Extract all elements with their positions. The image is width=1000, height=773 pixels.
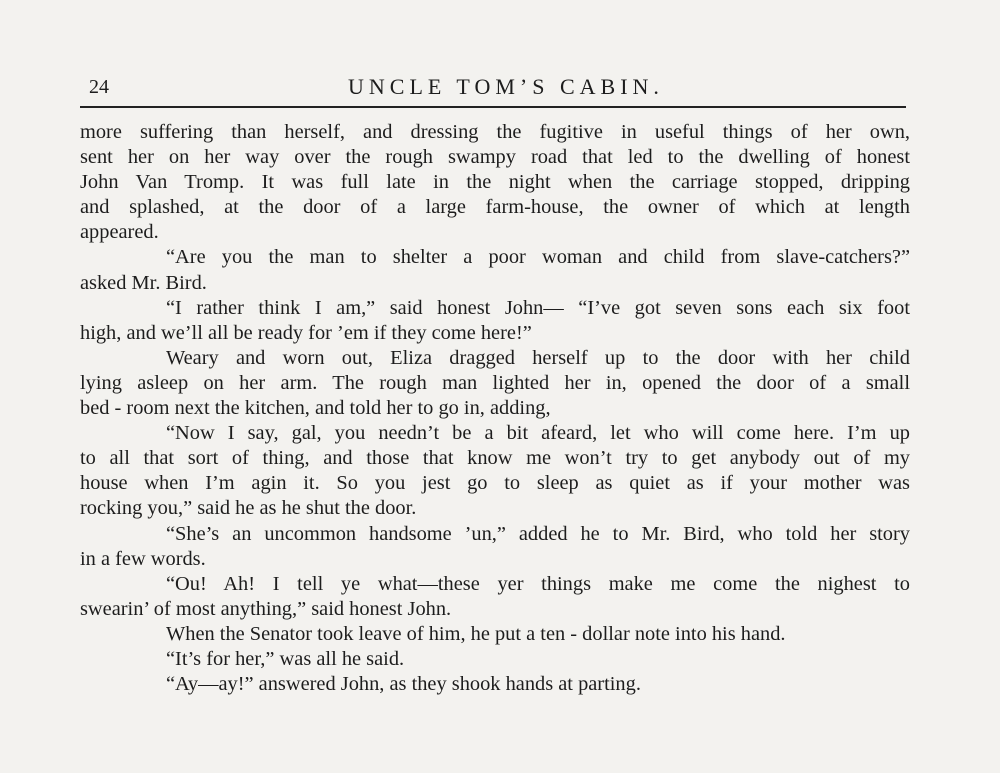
text-line: bed - room next the kitchen, and told her to go in, adding, (80, 397, 551, 420)
header-rule (80, 106, 906, 108)
text-line: asked Mr. Bird. (80, 271, 207, 294)
text-line: “It’s for her,” was all he said. (166, 647, 405, 670)
text-line: high, and we’ll all be ready for ’em if they come here!” (80, 321, 532, 344)
text-line: John Van Tromp. It was full late in the night when the carriage stopped, dripping (80, 171, 910, 194)
text-line: “She’s an uncommon handsome ’un,” added he to Mr. Bird, who told her story (166, 522, 910, 545)
page-header (80, 72, 906, 104)
text-line: “Are you the man to shelter a poor woman and child from slave-catchers?” (166, 246, 910, 269)
text-line: in a few words. (80, 547, 206, 570)
text-line: When the Senator took leave of him, he put a ten - dollar note into his hand. (166, 622, 786, 645)
text-line: “Ay—ay!” answered John, as they shook hands at parting. (166, 673, 641, 696)
text-line: sent her on her way over the rough swampy road that led to the dwelling of honest (80, 146, 910, 169)
text-line: lying asleep on her arm. The rough man lighted her in, opened the door of a small (80, 371, 910, 394)
text-line: house when I’m agin it. So you jest go to sleep as quiet as if your mother was (80, 472, 910, 495)
text-line: swearin’ of most anything,” said honest John. (80, 597, 452, 620)
text-line: appeared. (80, 221, 159, 244)
body-text (80, 120, 910, 697)
running-title: UNCLE TOM’S CABIN. (348, 74, 664, 99)
text-line: Weary and worn out, Eliza dragged herself up to the door with her child (166, 346, 910, 369)
text-line: and splashed, at the door of a large farm-house, the owner of which at length (80, 196, 910, 219)
text-line: rocking you,” said he as he shut the door. (80, 497, 417, 520)
text-line: “Ou! Ah! I tell ye what—these yer things make me come the nighest to (166, 572, 910, 595)
text-line: “I rather think I am,” said honest John— “I’ve got seven sons each six foot (166, 296, 910, 319)
text-line: “Now I say, gal, you needn’t be a bit afeard, let who will come here. I’m up (166, 422, 910, 445)
page-number: 24 (89, 76, 109, 98)
text-line: to all that sort of thing, and those that know me won’t try to get anybody out of my (80, 447, 910, 470)
text-line: more suffering than herself, and dressing the fugitive in useful things of her own, (80, 121, 910, 143)
